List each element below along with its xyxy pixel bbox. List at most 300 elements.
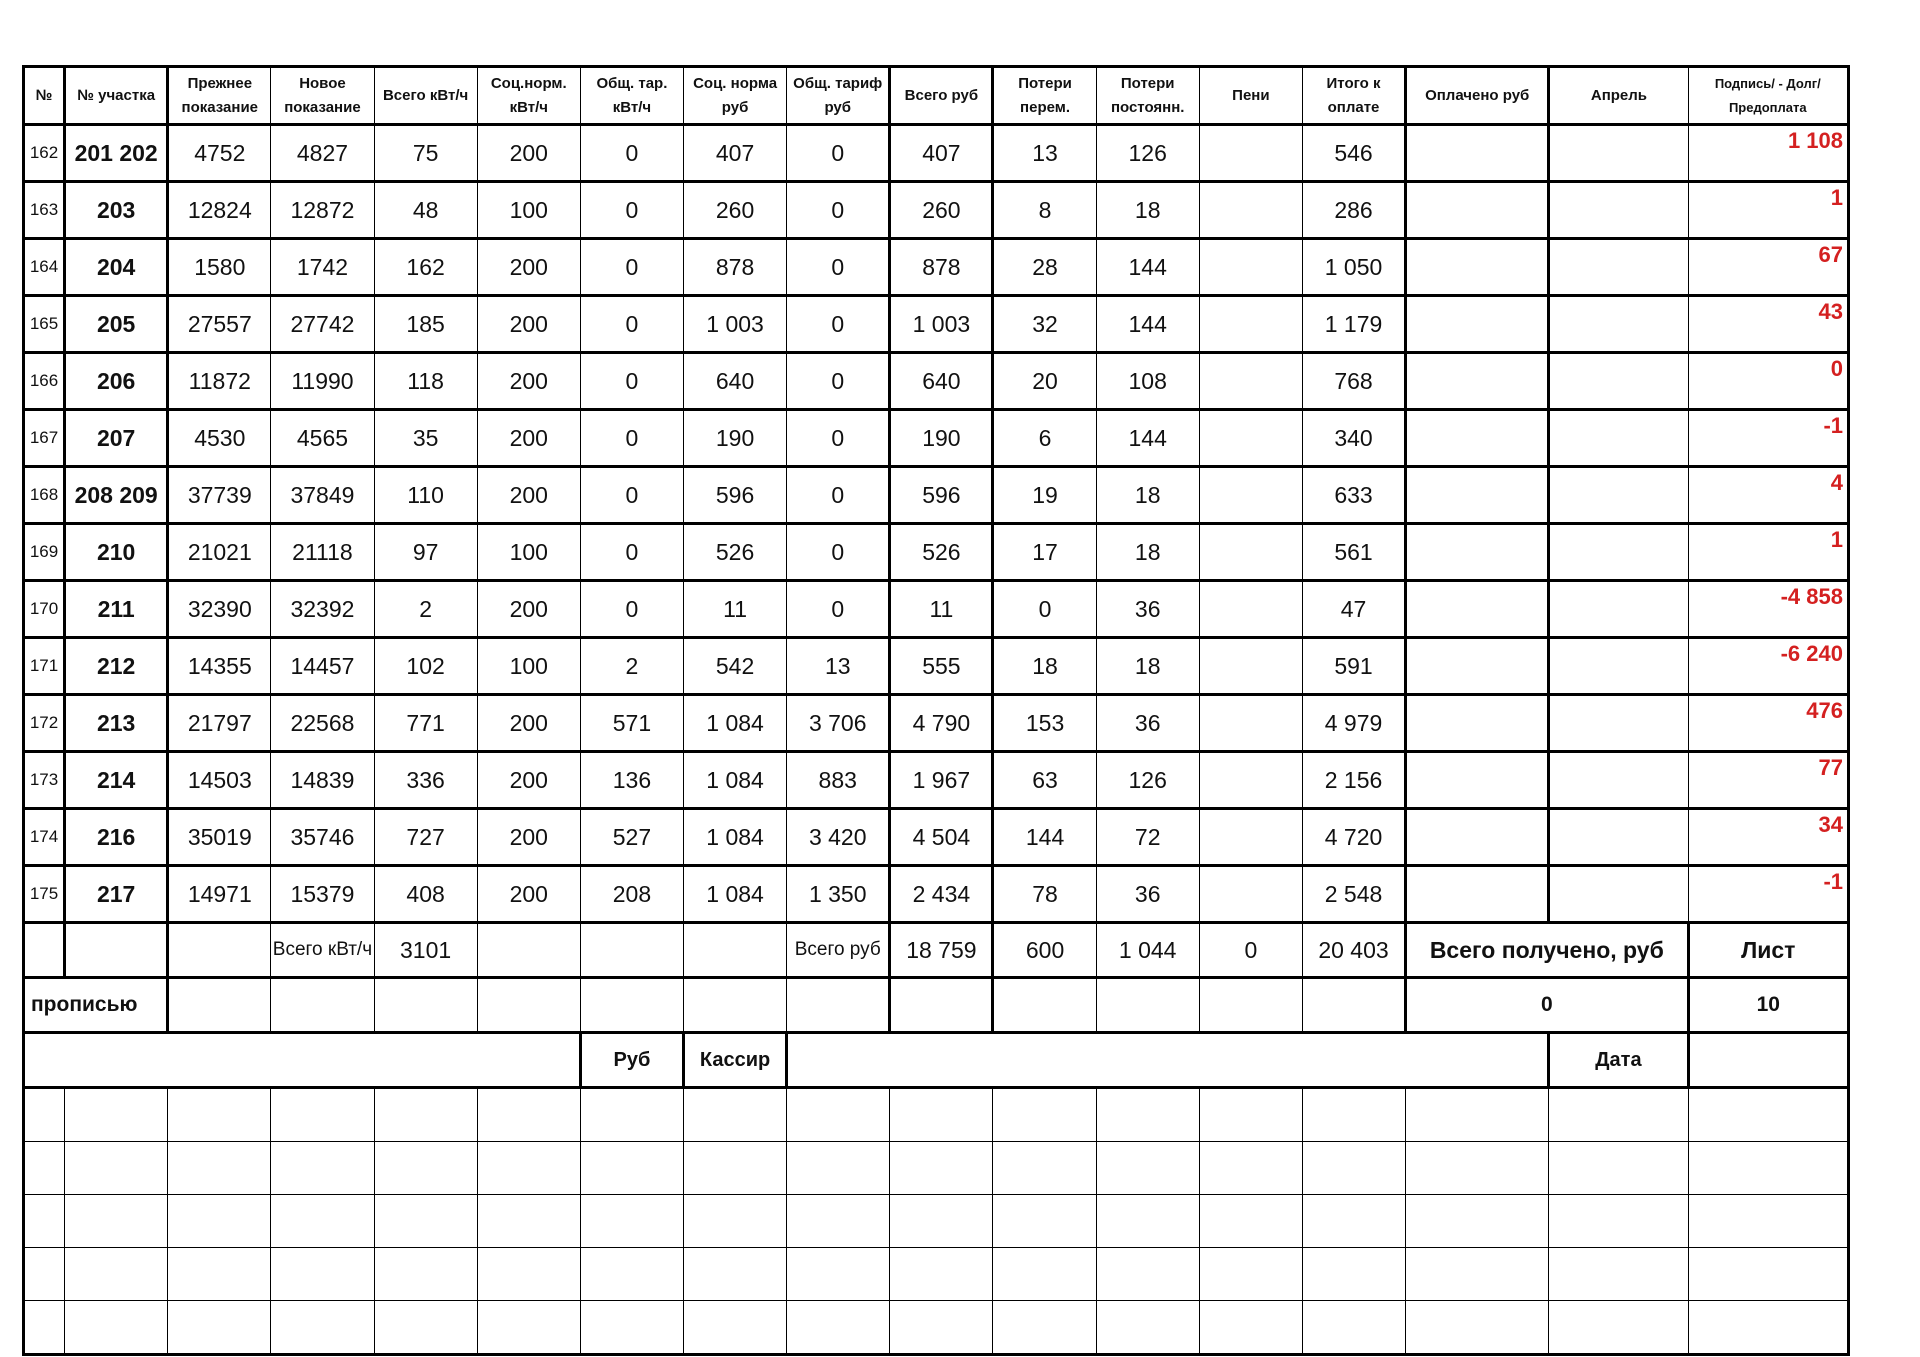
- cell-amount-due: 1 179: [1302, 296, 1405, 353]
- cell-total-kwh: 102: [374, 638, 477, 695]
- cell-amount-due: 2 548: [1302, 866, 1405, 923]
- cell-total-kwh: 408: [374, 866, 477, 923]
- blank-cell[interactable]: [477, 1088, 580, 1142]
- blank-cell[interactable]: [1302, 1088, 1405, 1142]
- blank-cell[interactable]: [684, 1301, 787, 1355]
- cell-amount-due: 340: [1302, 410, 1405, 467]
- in-words-empty: [477, 978, 580, 1033]
- cell-amount-due: 4 979: [1302, 695, 1405, 752]
- cell-prev-reading: 4530: [168, 410, 271, 467]
- cell-new-reading: 37849: [271, 467, 374, 524]
- cell-total-kwh: 48: [374, 182, 477, 239]
- cell-plot-number: 201 202: [65, 125, 168, 182]
- cell-plot-number: 217: [65, 866, 168, 923]
- cell-general-kwh: 2: [580, 638, 683, 695]
- cell-total-kwh: 771: [374, 695, 477, 752]
- cell-loss-variable: 63: [993, 752, 1096, 809]
- blank-cell[interactable]: [477, 1248, 580, 1301]
- cell-general-kwh: 571: [580, 695, 683, 752]
- cell-total-kwh: 75: [374, 125, 477, 182]
- cell-debt-prepayment: 476: [1688, 695, 1848, 752]
- cell-april: [1549, 581, 1688, 638]
- table-row: [24, 638, 1849, 695]
- cell-new-reading: 35746: [271, 809, 374, 866]
- blank-cell[interactable]: [374, 1088, 477, 1142]
- cell-penalty: [1199, 638, 1302, 695]
- cell-plot-number: 212: [65, 638, 168, 695]
- cell-april: [1549, 296, 1688, 353]
- blank-cell[interactable]: [24, 1248, 65, 1301]
- blank-cell[interactable]: [1096, 1301, 1199, 1355]
- cell-penalty: [1199, 125, 1302, 182]
- cell-debt-prepayment: -1: [1688, 866, 1848, 923]
- totals-total-rub: 18 759: [890, 923, 993, 978]
- blank-cell[interactable]: [993, 1301, 1096, 1355]
- blank-cell[interactable]: [1406, 1195, 1549, 1248]
- blank-cell[interactable]: [477, 1301, 580, 1355]
- col-header-loss-constant: Потери постоянн.: [1096, 67, 1199, 125]
- cell-general-kwh: 0: [580, 353, 683, 410]
- cell-loss-variable: 20: [993, 353, 1096, 410]
- blank-cell[interactable]: [580, 1301, 683, 1355]
- blank-cell[interactable]: [993, 1142, 1096, 1195]
- blank-cell[interactable]: [1302, 1301, 1405, 1355]
- cell-total-rub: 11: [890, 581, 993, 638]
- blank-cell[interactable]: [1549, 1088, 1688, 1142]
- totals-rub-label: Всего руб: [787, 923, 890, 978]
- in-words-empty: [787, 978, 890, 1033]
- blank-cell[interactable]: [271, 1248, 374, 1301]
- blank-cell[interactable]: [271, 1088, 374, 1142]
- cell-prev-reading: 4752: [168, 125, 271, 182]
- cell-debt-prepayment: 1 108: [1688, 125, 1848, 182]
- cell-paid: [1406, 353, 1549, 410]
- table-row: [24, 296, 1849, 353]
- blank-cell[interactable]: [580, 1195, 683, 1248]
- blank-cell[interactable]: [24, 1142, 65, 1195]
- cell-plot-number: 206: [65, 353, 168, 410]
- cashier-label: Кассир: [684, 1033, 787, 1088]
- table-row: [24, 809, 1849, 866]
- cell-total-kwh: 336: [374, 752, 477, 809]
- cell-social-kwh: 200: [477, 296, 580, 353]
- cell-social-kwh: 200: [477, 239, 580, 296]
- cell-new-reading: 27742: [271, 296, 374, 353]
- cell-general-rub: 0: [787, 239, 890, 296]
- cell-paid: [1406, 239, 1549, 296]
- blank-cell[interactable]: [24, 1088, 65, 1142]
- cell-plot-number: 203: [65, 182, 168, 239]
- cell-total-rub: 190: [890, 410, 993, 467]
- blank-cell[interactable]: [1199, 1088, 1302, 1142]
- cell-social-kwh: 200: [477, 866, 580, 923]
- cell-april: [1549, 467, 1688, 524]
- cell-loss-constant: 18: [1096, 467, 1199, 524]
- blank-cell[interactable]: [1199, 1248, 1302, 1301]
- blank-cell[interactable]: [1302, 1195, 1405, 1248]
- cell-total-rub: 260: [890, 182, 993, 239]
- cell-total-kwh: 97: [374, 524, 477, 581]
- in-words-empty: [580, 978, 683, 1033]
- cell-total-kwh: 118: [374, 353, 477, 410]
- cell-penalty: [1199, 581, 1302, 638]
- cell-debt-prepayment: -6 240: [1688, 638, 1848, 695]
- rub-label: Руб: [580, 1033, 683, 1088]
- blank-cell[interactable]: [993, 1088, 1096, 1142]
- header-row: [24, 67, 1849, 125]
- blank-cell[interactable]: [890, 1088, 993, 1142]
- blank-cell[interactable]: [890, 1142, 993, 1195]
- cell-prev-reading: 37739: [168, 467, 271, 524]
- cell-penalty: [1199, 809, 1302, 866]
- table-row: [24, 581, 1849, 638]
- cell-new-reading: 11990: [271, 353, 374, 410]
- blank-cell[interactable]: [993, 1195, 1096, 1248]
- in-words-empty: [271, 978, 374, 1033]
- cell-total-rub: 1 967: [890, 752, 993, 809]
- blank-cell[interactable]: [787, 1195, 890, 1248]
- in-words-empty: [1096, 978, 1199, 1033]
- cell-loss-constant: 36: [1096, 695, 1199, 752]
- cell-april: [1549, 353, 1688, 410]
- blank-cell[interactable]: [1406, 1088, 1549, 1142]
- cell-penalty: [1199, 695, 1302, 752]
- cell-paid: [1406, 182, 1549, 239]
- cashier-field[interactable]: [787, 1033, 1549, 1088]
- blank-cell[interactable]: [65, 1195, 168, 1248]
- cell-penalty: [1199, 467, 1302, 524]
- cell-general-rub: 0: [787, 410, 890, 467]
- in-words-empty: [890, 978, 993, 1033]
- blank-cell[interactable]: [1688, 1248, 1848, 1301]
- table-row: [24, 410, 1849, 467]
- in-words-row: [24, 978, 1849, 1033]
- cell-paid: [1406, 524, 1549, 581]
- cell-social-rub: 1 084: [684, 695, 787, 752]
- blank-cell[interactable]: [271, 1142, 374, 1195]
- in-words-empty: [168, 978, 271, 1033]
- cell-april: [1549, 524, 1688, 581]
- blank-cell[interactable]: [168, 1088, 271, 1142]
- col-header-penalty: Пени: [1199, 67, 1302, 125]
- totals-sheet-label: Лист: [1688, 923, 1848, 978]
- cell-general-kwh: 208: [580, 866, 683, 923]
- cell-plot-number: 207: [65, 410, 168, 467]
- blank-cell[interactable]: [580, 1088, 683, 1142]
- totals-empty: [477, 923, 580, 978]
- blank-cell[interactable]: [374, 1248, 477, 1301]
- cell-paid: [1406, 125, 1549, 182]
- in-words-empty: [1199, 978, 1302, 1033]
- cell-social-rub: 1 084: [684, 809, 787, 866]
- totals-row: [24, 923, 1849, 978]
- cell-penalty: [1199, 182, 1302, 239]
- blank-cell[interactable]: [1096, 1248, 1199, 1301]
- blank-cell[interactable]: [1549, 1195, 1688, 1248]
- totals-received-label: Всего получено, руб: [1406, 923, 1688, 978]
- cell-social-rub: 190: [684, 410, 787, 467]
- cell-total-rub: 1 003: [890, 296, 993, 353]
- blank-cell[interactable]: [65, 1248, 168, 1301]
- col-header-paid: Оплачено руб: [1406, 67, 1549, 125]
- col-header-plot: № участка: [65, 67, 168, 125]
- cell-row-number: 172: [24, 695, 65, 752]
- blank-row: [24, 1301, 1849, 1355]
- cell-paid: [1406, 866, 1549, 923]
- totals-empty: [168, 923, 271, 978]
- cell-general-rub: 0: [787, 182, 890, 239]
- cell-loss-constant: 126: [1096, 125, 1199, 182]
- cell-total-rub: 2 434: [890, 866, 993, 923]
- cell-plot-number: 210: [65, 524, 168, 581]
- cell-amount-due: 633: [1302, 467, 1405, 524]
- col-header-social-kwh: Соц.норм. кВт/ч: [477, 67, 580, 125]
- cell-total-kwh: 2: [374, 581, 477, 638]
- received-value: 0: [1406, 978, 1688, 1033]
- blank-cell[interactable]: [684, 1195, 787, 1248]
- cell-amount-due: 768: [1302, 353, 1405, 410]
- table-row: [24, 239, 1849, 296]
- cell-total-rub: 407: [890, 125, 993, 182]
- cell-debt-prepayment: 34: [1688, 809, 1848, 866]
- blank-cell[interactable]: [477, 1142, 580, 1195]
- blank-cell[interactable]: [1549, 1248, 1688, 1301]
- table-row: [24, 125, 1849, 182]
- blank-cell[interactable]: [1549, 1142, 1688, 1195]
- blank-cell[interactable]: [1199, 1301, 1302, 1355]
- blank-cell[interactable]: [787, 1301, 890, 1355]
- cell-loss-constant: 144: [1096, 296, 1199, 353]
- blank-cell[interactable]: [1688, 1142, 1848, 1195]
- blank-cell[interactable]: [374, 1142, 477, 1195]
- cell-general-kwh: 0: [580, 296, 683, 353]
- cell-loss-variable: 78: [993, 866, 1096, 923]
- col-header-number: №: [24, 67, 65, 125]
- cell-row-number: 168: [24, 467, 65, 524]
- payment-ledger-table: [22, 65, 1850, 1356]
- col-header-loss-variable: Потери перем.: [993, 67, 1096, 125]
- cell-general-kwh: 0: [580, 467, 683, 524]
- blank-cell[interactable]: [1302, 1142, 1405, 1195]
- blank-cell[interactable]: [1688, 1301, 1848, 1355]
- cell-prev-reading: 35019: [168, 809, 271, 866]
- blank-cell[interactable]: [890, 1248, 993, 1301]
- blank-cell[interactable]: [1096, 1088, 1199, 1142]
- in-words-label: прописью: [24, 978, 168, 1033]
- cell-social-kwh: 200: [477, 809, 580, 866]
- date-label: Дата: [1549, 1033, 1688, 1088]
- cell-new-reading: 32392: [271, 581, 374, 638]
- cell-loss-constant: 36: [1096, 866, 1199, 923]
- totals-empty: [65, 923, 168, 978]
- cell-penalty: [1199, 410, 1302, 467]
- cell-total-kwh: 35: [374, 410, 477, 467]
- blank-cell[interactable]: [684, 1088, 787, 1142]
- cell-row-number: 169: [24, 524, 65, 581]
- cell-debt-prepayment: 67: [1688, 239, 1848, 296]
- blank-cell[interactable]: [1688, 1195, 1848, 1248]
- col-header-amount-due: Итого к оплате: [1302, 67, 1405, 125]
- blank-cell[interactable]: [993, 1248, 1096, 1301]
- cell-general-kwh: 136: [580, 752, 683, 809]
- cell-debt-prepayment: 1: [1688, 182, 1848, 239]
- cell-penalty: [1199, 752, 1302, 809]
- table-row: [24, 752, 1849, 809]
- blank-cell[interactable]: [1199, 1142, 1302, 1195]
- blank-cell[interactable]: [271, 1195, 374, 1248]
- cell-social-rub: 1 003: [684, 296, 787, 353]
- blank-cell[interactable]: [890, 1301, 993, 1355]
- cell-penalty: [1199, 296, 1302, 353]
- cell-amount-due: 286: [1302, 182, 1405, 239]
- cell-amount-due: 2 156: [1302, 752, 1405, 809]
- cell-total-rub: 878: [890, 239, 993, 296]
- cell-debt-prepayment: 77: [1688, 752, 1848, 809]
- table-row: [24, 467, 1849, 524]
- cell-total-kwh: 110: [374, 467, 477, 524]
- blank-cell[interactable]: [1406, 1248, 1549, 1301]
- cell-loss-variable: 32: [993, 296, 1096, 353]
- blank-cell[interactable]: [374, 1195, 477, 1248]
- cell-social-rub: 542: [684, 638, 787, 695]
- cell-total-rub: 555: [890, 638, 993, 695]
- cell-debt-prepayment: 4: [1688, 467, 1848, 524]
- cell-general-kwh: 0: [580, 182, 683, 239]
- cell-new-reading: 21118: [271, 524, 374, 581]
- blank-cell[interactable]: [787, 1142, 890, 1195]
- cell-prev-reading: 1580: [168, 239, 271, 296]
- blank-cell[interactable]: [168, 1195, 271, 1248]
- blank-cell[interactable]: [1096, 1142, 1199, 1195]
- col-header-total-kwh: Всего кВт/ч: [374, 67, 477, 125]
- cell-total-rub: 4 790: [890, 695, 993, 752]
- cell-amount-due: 546: [1302, 125, 1405, 182]
- cell-plot-number: 213: [65, 695, 168, 752]
- cell-plot-number: 211: [65, 581, 168, 638]
- blank-cell[interactable]: [890, 1195, 993, 1248]
- blank-cell[interactable]: [684, 1248, 787, 1301]
- blank-cell[interactable]: [1688, 1088, 1848, 1142]
- cell-new-reading: 14457: [271, 638, 374, 695]
- cell-loss-constant: 18: [1096, 182, 1199, 239]
- cell-plot-number: 204: [65, 239, 168, 296]
- cell-general-kwh: 527: [580, 809, 683, 866]
- cell-general-kwh: 0: [580, 410, 683, 467]
- totals-penalty: 0: [1199, 923, 1302, 978]
- blank-cell[interactable]: [580, 1142, 683, 1195]
- cell-plot-number: 208 209: [65, 467, 168, 524]
- cell-loss-variable: 28: [993, 239, 1096, 296]
- blank-cell[interactable]: [271, 1301, 374, 1355]
- cell-new-reading: 4827: [271, 125, 374, 182]
- cell-loss-variable: 153: [993, 695, 1096, 752]
- cell-general-kwh: 0: [580, 581, 683, 638]
- blank-cell[interactable]: [65, 1301, 168, 1355]
- cell-debt-prepayment: 0: [1688, 353, 1848, 410]
- cell-debt-prepayment: 1: [1688, 524, 1848, 581]
- cell-april: [1549, 182, 1688, 239]
- cell-prev-reading: 32390: [168, 581, 271, 638]
- in-words-empty: [374, 978, 477, 1033]
- cell-new-reading: 12872: [271, 182, 374, 239]
- blank-cell[interactable]: [24, 1195, 65, 1248]
- blank-row: [24, 1248, 1849, 1301]
- col-header-social-rub: Соц. норма руб: [684, 67, 787, 125]
- cell-general-rub: 0: [787, 125, 890, 182]
- blank-cell[interactable]: [477, 1195, 580, 1248]
- cell-row-number: 171: [24, 638, 65, 695]
- cell-loss-variable: 6: [993, 410, 1096, 467]
- blank-cell[interactable]: [168, 1142, 271, 1195]
- cell-social-kwh: 200: [477, 125, 580, 182]
- col-header-april: Апрель: [1549, 67, 1688, 125]
- cell-amount-due: 47: [1302, 581, 1405, 638]
- cell-loss-variable: 18: [993, 638, 1096, 695]
- blank-row: [24, 1195, 1849, 1248]
- cell-total-kwh: 727: [374, 809, 477, 866]
- blank-cell[interactable]: [1096, 1195, 1199, 1248]
- blank-cell[interactable]: [65, 1142, 168, 1195]
- date-field[interactable]: [1688, 1033, 1848, 1088]
- blank-cell[interactable]: [1199, 1195, 1302, 1248]
- cell-plot-number: 216: [65, 809, 168, 866]
- cell-social-rub: 596: [684, 467, 787, 524]
- blank-cell[interactable]: [168, 1248, 271, 1301]
- blank-cell[interactable]: [787, 1248, 890, 1301]
- blank-cell[interactable]: [787, 1088, 890, 1142]
- blank-cell[interactable]: [580, 1248, 683, 1301]
- cell-general-kwh: 0: [580, 524, 683, 581]
- blank-cell[interactable]: [1549, 1301, 1688, 1355]
- table-row: [24, 524, 1849, 581]
- cell-social-kwh: 200: [477, 752, 580, 809]
- blank-cell[interactable]: [168, 1301, 271, 1355]
- cell-april: [1549, 695, 1688, 752]
- blank-cell[interactable]: [1302, 1248, 1405, 1301]
- blank-row: [24, 1142, 1849, 1195]
- blank-cell[interactable]: [374, 1301, 477, 1355]
- cell-loss-constant: 126: [1096, 752, 1199, 809]
- cell-loss-variable: 17: [993, 524, 1096, 581]
- cell-loss-variable: 8: [993, 182, 1096, 239]
- blank-cell[interactable]: [65, 1088, 168, 1142]
- cell-social-kwh: 200: [477, 695, 580, 752]
- cell-paid: [1406, 638, 1549, 695]
- cell-paid: [1406, 296, 1549, 353]
- blank-cell[interactable]: [684, 1142, 787, 1195]
- cell-social-rub: 526: [684, 524, 787, 581]
- cell-debt-prepayment: -4 858: [1688, 581, 1848, 638]
- signature-empty-field[interactable]: [24, 1033, 581, 1088]
- cell-loss-constant: 18: [1096, 524, 1199, 581]
- cell-row-number: 163: [24, 182, 65, 239]
- totals-empty: [684, 923, 787, 978]
- blank-cell[interactable]: [24, 1301, 65, 1355]
- cell-prev-reading: 14355: [168, 638, 271, 695]
- cell-general-rub: 1 350: [787, 866, 890, 923]
- cell-penalty: [1199, 353, 1302, 410]
- cell-social-rub: 260: [684, 182, 787, 239]
- blank-cell[interactable]: [1406, 1301, 1549, 1355]
- cell-total-rub: 4 504: [890, 809, 993, 866]
- cell-paid: [1406, 752, 1549, 809]
- cell-general-rub: 13: [787, 638, 890, 695]
- cell-general-rub: 0: [787, 353, 890, 410]
- cell-row-number: 167: [24, 410, 65, 467]
- cell-april: [1549, 752, 1688, 809]
- blank-cell[interactable]: [1406, 1142, 1549, 1195]
- cell-april: [1549, 809, 1688, 866]
